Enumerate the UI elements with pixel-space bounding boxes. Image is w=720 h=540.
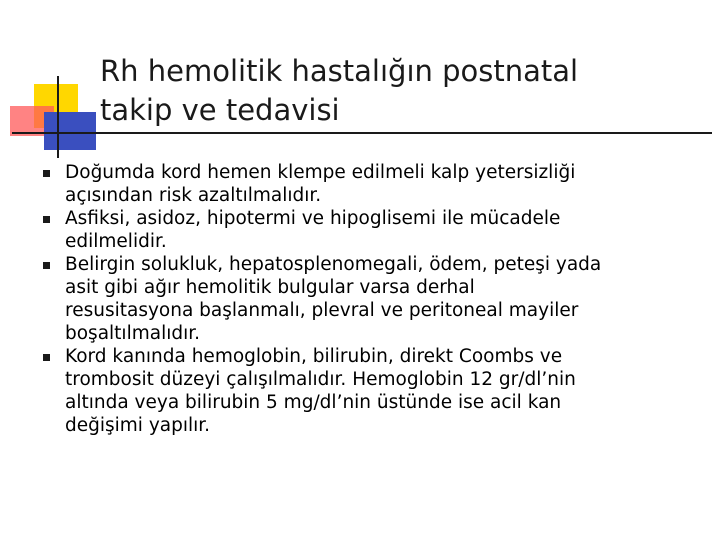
bullet-item <box>40 207 700 253</box>
slide-title-line-1: Rh hemolitik hastalığın postnatal <box>100 54 579 88</box>
bullet-square-icon <box>43 354 50 361</box>
bullet-line: resusitasyona başlanmalı, plevral ve peritoneal mayiler <box>65 300 579 321</box>
decor-vertical-line <box>57 76 59 158</box>
bullet-line: trombosit düzeyi çalışılmalıdır. Hemoglobin 12 gr/dl’nin <box>65 369 576 390</box>
bullet-item <box>40 345 700 437</box>
bullet-item <box>40 161 700 207</box>
bullet-line: asit gibi ağır hemolitik bulgular varsa derhal <box>65 277 475 298</box>
bullet-line: altında veya bilirubin 5 mg/dl’nin üstünde ise acil kan <box>65 392 562 413</box>
bullet-line: açısından risk azaltılmalıdır. <box>65 185 322 206</box>
slide-title <box>100 52 700 130</box>
decor-blue-square <box>44 112 96 150</box>
bullet-list <box>40 161 700 437</box>
bullet-line: Kord kanında hemoglobin, bilirubin, direkt Coombs ve <box>65 346 563 367</box>
slide-title-line-2: takip ve tedavisi <box>100 93 340 127</box>
bullet-square-icon <box>43 262 50 269</box>
bullet-line: boşaltılmalıdır. <box>65 323 201 344</box>
bullet-square-icon <box>43 170 50 177</box>
bullet-line: Doğumda kord hemen klempe edilmeli kalp yetersizliği <box>65 162 576 183</box>
title-underline <box>12 132 712 134</box>
bullet-item <box>40 253 700 345</box>
bullet-line: Belirgin solukluk, hepatosplenomegali, ödem, peteşi yada <box>65 254 602 275</box>
bullet-line: edilmelidir. <box>65 231 167 252</box>
bullet-line: Asfiksi, asidoz, hipotermi ve hipoglisemi ile mücadele <box>65 208 561 229</box>
bullet-square-icon <box>43 216 50 223</box>
bullet-line: değişimi yapılır. <box>65 415 211 436</box>
